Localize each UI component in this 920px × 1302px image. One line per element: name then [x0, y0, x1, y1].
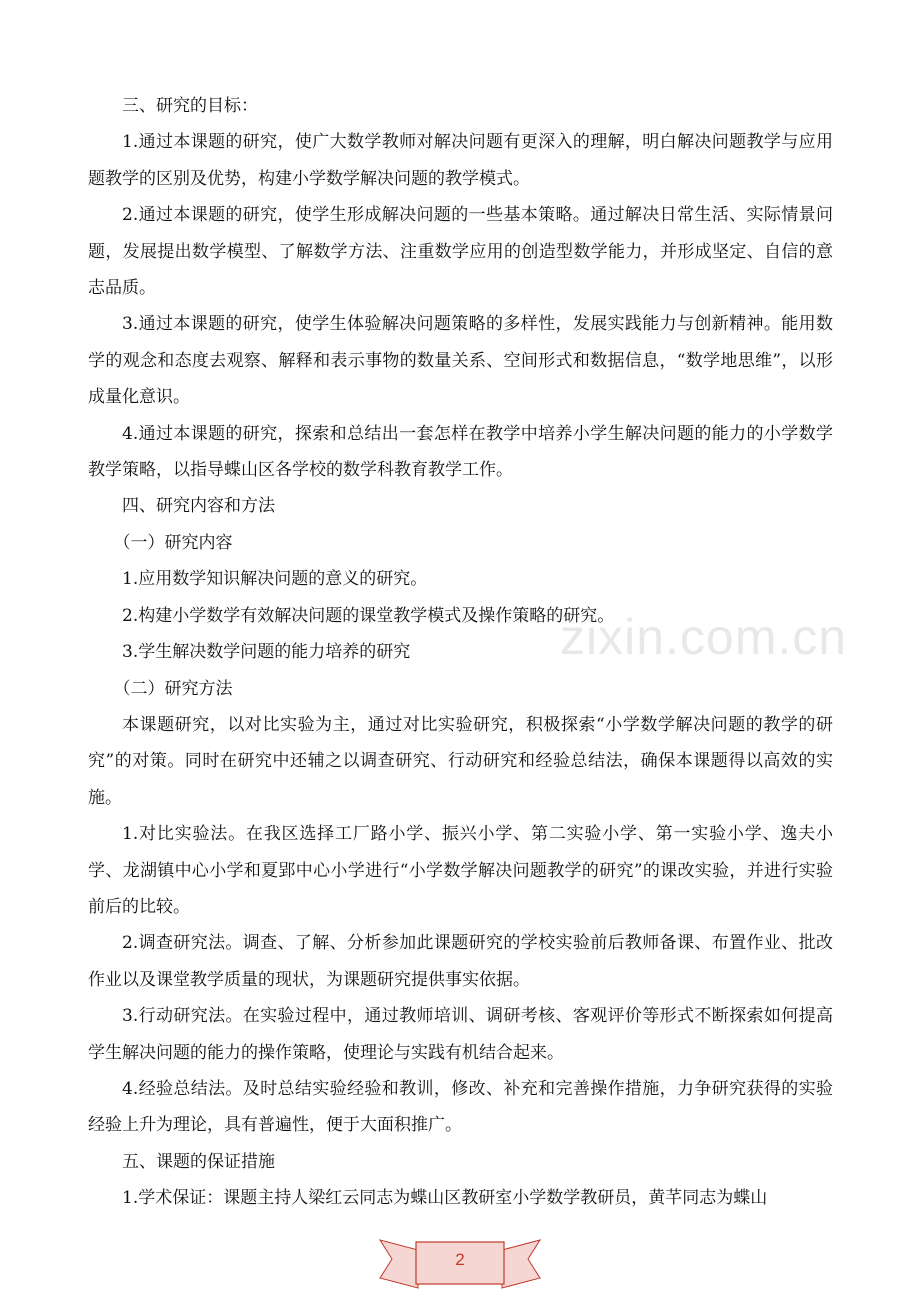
paragraph: 2.调查研究法。调查、了解、分析参加此课题研究的学校实验前后教师备课、布置作业、批改作业以及课堂教学质量的现状，为课题研究提供事实依据。: [88, 933, 833, 990]
paragraph: 4.通过本课题的研究，探索和总结出一套怎样在教学中培养小学生解决问题的能力的小学数学教学策略，以指导蝶山区各学校的数学科教育教学工作。: [88, 423, 833, 481]
page-footer: [378, 1232, 542, 1294]
subheading-method: （二）研究方法: [113, 678, 233, 699]
heading-section-5: 五、课题的保证措施: [122, 1151, 275, 1172]
paragraph: 本课题研究，以对比实验为主，通过对比实验研究，积极探索“小学数学解决问题的教学的研究”的对策。同时在研究中还辅之以调查研究、行动研究和经验总结法，确保本课题得以高效的实施。: [88, 714, 833, 808]
watermark: zixin.com.cn: [560, 609, 848, 665]
paragraph: 1.通过本课题的研究，使广大数学教师对解决问题有更深入的理解，明白解决问题教学与应用题教学的区别及优势，构建小学数学解决问题的教学模式。: [88, 132, 833, 189]
heading-section-4: 四、研究内容和方法: [122, 496, 275, 517]
paragraph: 3.学生解决数学问题的能力培养的研究: [122, 642, 411, 663]
paragraph: 2.通过本课题的研究，使学生形成解决问题的一些基本策略。通过解决日常生活、实际情景问题，发展提出数学模型、了解数学方法、注重数学应用的创造型数学能力，并形成坚定、自信的意志品质。: [88, 205, 833, 299]
paragraph: 1.应用数学知识解决问题的意义的研究。: [122, 569, 428, 590]
page-number: 2: [455, 1250, 465, 1269]
paragraph: 1.学术保证：课题主持人梁红云同志为蝶山区教研室小学数学教研员，黄芊同志为蝶山: [122, 1188, 768, 1209]
paragraph: 3.行动研究法。在实验过程中，通过教师培训、调研考核、客观评价等形式不断探索如何提高学生解决问题的能力的操作策略，使理论与实践有机结合起来。: [88, 1006, 833, 1063]
paragraph: 1.对比实验法。在我区选择工厂路小学、振兴小学、第二实验小学、第一实验小学、逸夫小学、龙湖镇中心小学和夏郢中心小学进行“小学数学解决问题教学的研究”的课改实验，并进行实验前后的比较。: [88, 824, 833, 917]
subheading-content: （一）研究内容: [113, 532, 233, 553]
paragraph: 4.经验总结法。及时总结实验经验和教训，修改、补充和完善操作措施，力争研究获得的实验经验上升为理论，具有普遍性，便于大面积推广。: [88, 1078, 833, 1136]
paragraph: 2.构建小学数学有效解决问题的课堂教学模式及操作策略的研究。: [122, 605, 615, 626]
heading-section-3: 三、研究的目标：: [122, 96, 258, 116]
paragraph: 3.通过本课题的研究，使学生体验解决问题策略的多样性，发展实践能力与创新精神。能用数学的观念和态度去观察、解释和表示事物的数量关系、空间形式和数据信息，“数学地思维”，以形成量化意识。: [88, 314, 833, 408]
